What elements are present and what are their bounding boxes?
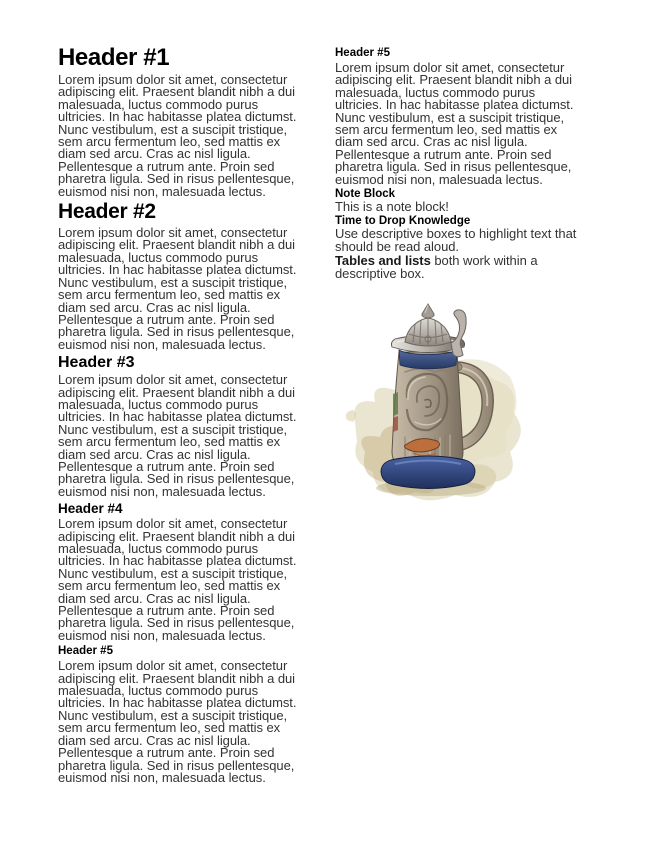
heading-3: Header #3 [58,354,135,372]
heading-4: Header #4 [58,501,123,517]
right-column [335,44,585,844]
section-header-2 [58,200,308,351]
body-paragraph: Lorem ipsum dolor sit amet, consectetur adipiscing elit. Praesent blandit nibh a dui malesuada, luctus commodo purus ultricies. In hac habitasse platea dictumst. Nunc vestibulum, est a suscipit tristique, sem arcu fermentum leo, sed mattis ex diam sed arcu. Cras ac nisl ligula. Pellentesque a rutrum ante. Proin sed pharetra ligula. Sed in risus pellentesque, euismod nisi non, malesuada lectus. [58,72,297,199]
section-header-5-right [335,47,585,186]
body-paragraph: Lorem ipsum dolor sit amet, consectetur adipiscing elit. Praesent blandit nibh a dui malesuada, luctus commodo purus ultricies. In hac habitasse platea dictumst. Nunc vestibulum, est a suscipit tristique, sem arcu fermentum leo, sed mattis ex diam sed arcu. Cras ac nisl ligula. Pellentesque a rutrum ante. Proin sed pharetra ligula. Sed in risus pellentesque, euismod nisi non, malesuada lectus. [58,225,297,352]
heading-1: Header #1 [58,44,170,71]
stein-lid [405,318,451,346]
stein-body [392,352,463,467]
beer-stein-svg [345,302,525,506]
knowledge-block-text: Use descriptive boxes to highlight text that should be read aloud. [335,226,577,254]
section-header-1 [58,44,308,198]
body-red-sliver [393,416,398,432]
heading-5: Header #5 [335,47,390,59]
section-header-5 [58,645,308,784]
left-column [58,44,308,844]
knowledge-block-title: Time to Drop Knowledge [335,215,471,228]
tables-lists-bold-lead: Tables and lists [335,253,431,269]
lid-finial [422,304,434,318]
body-paragraph: Lorem ipsum dolor sit amet, consectetur adipiscing elit. Praesent blandit nibh a dui malesuada, luctus commodo purus ultricies. In hac habitasse platea dictumst. Nunc vestibulum, est a suscipit tristique, sem arcu fermentum leo, sed mattis ex diam sed arcu. Cras ac nisl ligula. Pellentesque a rutrum ante. Proin sed pharetra ligula. Sed in risus pellentesque, euismod nisi non, malesuada lectus. [58,516,297,643]
thumb-lever [451,310,466,357]
body-paragraph: Lorem ipsum dolor sit amet, consectetur adipiscing elit. Praesent blandit nibh a dui malesuada, luctus commodo purus ultricies. In hac habitasse platea dictumst. Nunc vestibulum, est a suscipit tristique, sem arcu fermentum leo, sed mattis ex diam sed arcu. Cras ac nisl ligula. Pellentesque a rutrum ante. Proin sed pharetra ligula. Sed in risus pellentesque, euismod nisi non, malesuada lectus. [335,60,574,187]
body-green-sliver [393,392,398,416]
tables-lists-rest: both work within a descriptive box. [335,253,538,281]
body-paragraph: Lorem ipsum dolor sit amet, consectetur adipiscing elit. Praesent blandit nibh a dui malesuada, luctus commodo purus ultricies. In hac habitasse platea dictumst. Nunc vestibulum, est a suscipit tristique, sem arcu fermentum leo, sed mattis ex diam sed arcu. Cras ac nisl ligula. Pellentesque a rutrum ante. Proin sed pharetra ligula. Sed in risus pellentesque, euismod nisi non, malesuada lectus. [58,658,297,785]
section-header-4 [58,501,308,642]
body-paragraph: Lorem ipsum dolor sit amet, consectetur adipiscing elit. Praesent blandit nibh a dui malesuada, luctus commodo purus ultricies. In hac habitasse platea dictumst. Nunc vestibulum, est a suscipit tristique, sem arcu fermentum leo, sed mattis ex diam sed arcu. Cras ac nisl ligula. Pellentesque a rutrum ante. Proin sed pharetra ligula. Sed in risus pellentesque, euismod nisi non, malesuada lectus. [58,372,297,499]
section-header-3 [58,354,308,498]
tables-lists-paragraph [335,255,585,280]
beer-stein-illustration [345,302,525,506]
note-block-title: Note Block [335,188,396,201]
heading-2: Header #2 [58,200,156,224]
note-block-text: This is a note block! [335,199,449,215]
stein-base [381,456,475,489]
heading-5: Header #5 [58,645,113,658]
